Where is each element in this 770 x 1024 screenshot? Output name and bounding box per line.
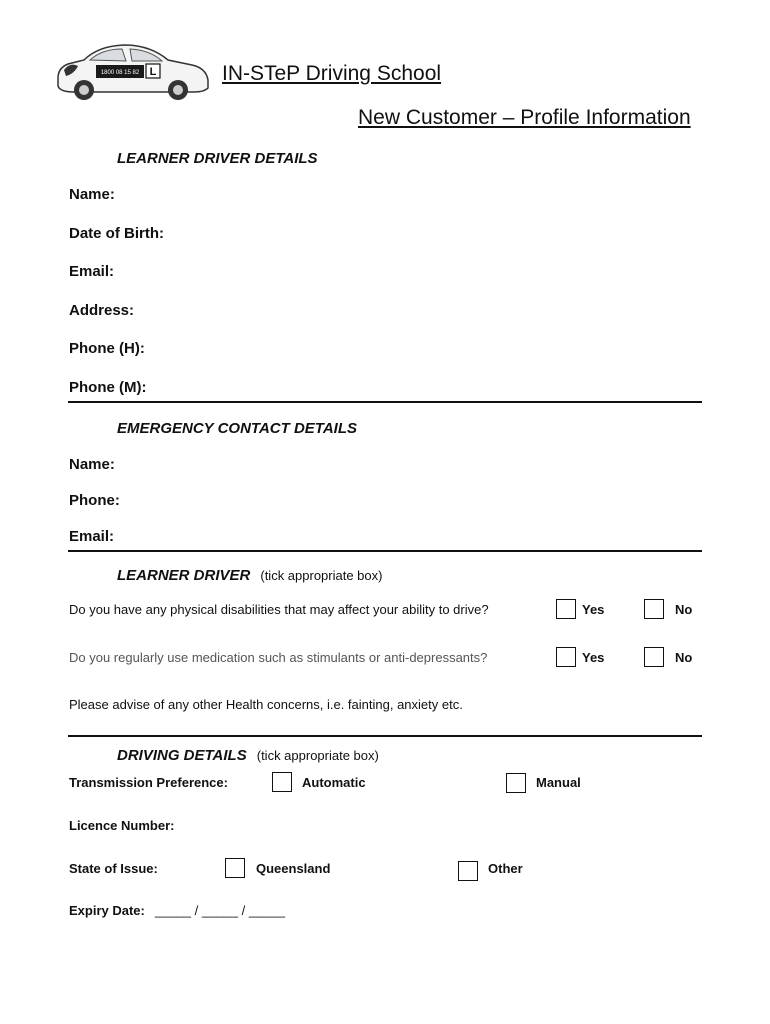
learner-driver-heading [117,567,382,584]
other-state-checkbox[interactable] [458,861,478,881]
expiry-date-blank[interactable]: _____ / _____ / _____ [154,903,285,918]
learner-phone-home-label: Phone (H): [69,340,145,357]
learner-dob-label: Date of Birth: [69,225,164,242]
driving-details-heading [117,747,379,764]
question-medication: Do you regularly use medication such as stimulants or anti-depressants? [69,650,488,665]
section-divider [68,401,702,403]
learner-name-label: Name: [69,186,115,203]
automatic-checkbox[interactable] [272,772,292,792]
state-of-issue-label: State of Issue: [69,861,158,876]
medication-no-checkbox[interactable] [644,647,664,667]
queensland-label: Queensland [256,861,331,876]
car-icon [54,40,214,102]
emergency-heading: EMERGENCY CONTACT DETAILS [117,420,358,437]
disabilities-no-checkbox[interactable] [644,599,664,619]
learner-driver-heading-text: LEARNER DRIVER [117,567,251,584]
manual-label: Manual [536,775,581,790]
learner-email-label: Email: [69,263,115,280]
disabilities-no-label: No [675,602,693,617]
logo-phone: 1800 08 15 82 [100,70,140,76]
queensland-checkbox[interactable] [225,858,245,878]
expiry-date-label: Expiry Date: [69,903,145,918]
section-divider [68,735,702,737]
other-state-label: Other [488,861,523,876]
automatic-label: Automatic [302,775,366,790]
expiry-date-row [69,903,285,918]
emergency-name-label: Name: [69,456,115,473]
driving-details-heading-text: DRIVING DETAILS [117,747,247,764]
manual-checkbox[interactable] [506,773,526,793]
learner-driver-note: (tick appropriate box) [260,568,383,583]
medication-no-label: No [675,650,693,665]
transmission-label: Transmission Preference: [69,775,228,790]
question-disabilities: Do you have any physical disabilities that may affect your ability to drive? [69,602,489,617]
learner-details-heading: LEARNER DRIVER DETAILS [117,150,318,167]
disabilities-yes-checkbox[interactable] [556,599,576,619]
logo-plate: L [149,66,157,78]
medication-yes-label: Yes [582,650,605,665]
emergency-phone-label: Phone: [69,492,120,509]
learner-phone-mobile-label: Phone (M): [69,379,147,396]
emergency-email-label: Email: [69,528,115,545]
section-divider [68,550,702,552]
car-logo [54,40,214,102]
medication-yes-checkbox[interactable] [556,647,576,667]
disabilities-yes-label: Yes [582,602,605,617]
licence-number-label: Licence Number: [69,818,175,833]
driving-details-note: (tick appropriate box) [256,748,379,763]
learner-address-label: Address: [69,302,135,319]
form-title: New Customer – Profile Information [358,106,691,129]
school-name: IN-STeP Driving School [222,62,442,85]
health-concerns-note: Please advise of any other Health concerns, i.e. fainting, anxiety etc. [69,697,463,712]
